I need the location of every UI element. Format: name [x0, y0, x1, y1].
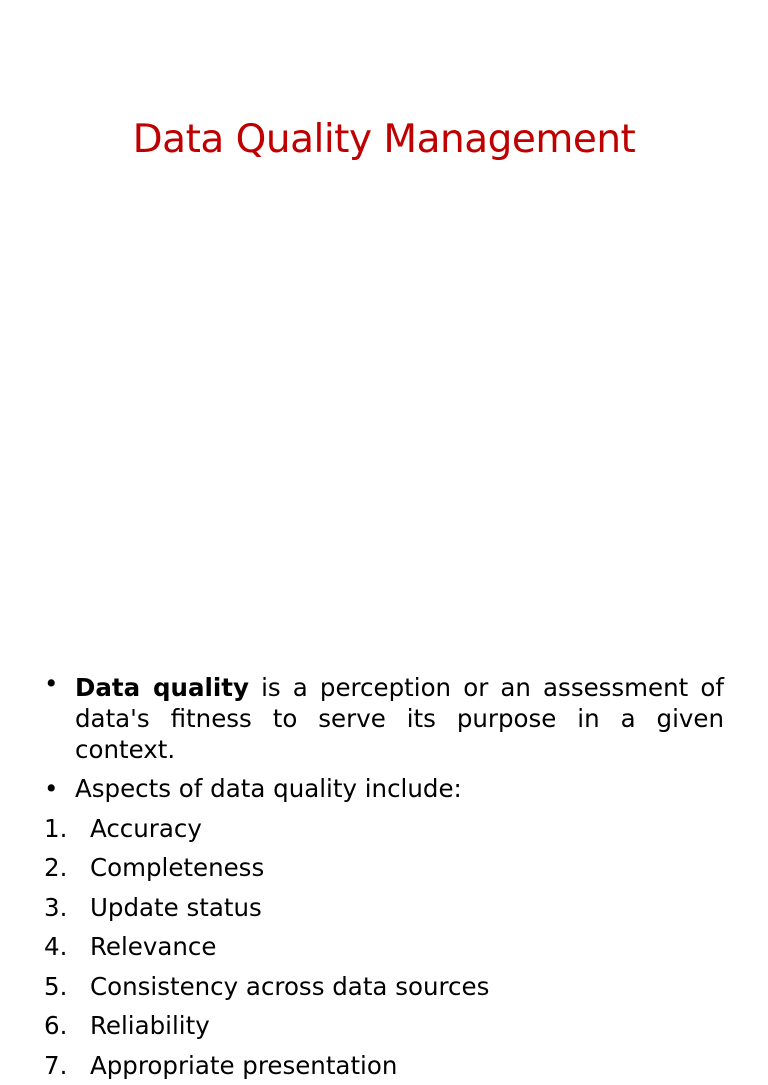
- slide-title: Data Quality Management: [0, 112, 768, 168]
- list-number: 6.: [44, 1006, 67, 1046]
- slide-body: [44, 668, 724, 1085]
- list-label: Reliability: [90, 1011, 210, 1040]
- list-item-completeness: [44, 848, 724, 888]
- bullet-item-aspects-intro: [44, 769, 724, 809]
- list-label: Completeness: [90, 853, 264, 882]
- bullet-icon: •: [44, 668, 58, 699]
- bullet-icon: •: [44, 769, 58, 809]
- bold-term: Data quality: [75, 673, 249, 702]
- list-label: Appropriate presentation: [90, 1051, 397, 1080]
- definition-text: is a perception or an assessment of data's fitness to serve its purpose in a given context.: [75, 673, 724, 764]
- list-number: 2.: [44, 848, 67, 888]
- list-number: 1.: [44, 809, 67, 849]
- bullet-item-definition: [44, 668, 724, 769]
- list-number: 5.: [44, 967, 67, 1007]
- list-item-accuracy: [44, 809, 724, 849]
- aspects-intro-text: Aspects of data quality include:: [75, 774, 462, 803]
- list-item-reliability: [44, 1006, 724, 1046]
- list-label: Consistency across data sources: [90, 972, 489, 1001]
- list-label: Relevance: [90, 932, 216, 961]
- list-item-update-status: [44, 888, 724, 928]
- list-label: Update status: [90, 893, 262, 922]
- list-number: 3.: [44, 888, 67, 928]
- list-number: 4.: [44, 927, 67, 967]
- list-item-consistency: [44, 967, 724, 1007]
- list-label: Accuracy: [90, 814, 202, 843]
- list-item-relevance: [44, 927, 724, 967]
- list-number: 7.: [44, 1046, 67, 1085]
- list-item-appropriate-presentation: [44, 1046, 724, 1085]
